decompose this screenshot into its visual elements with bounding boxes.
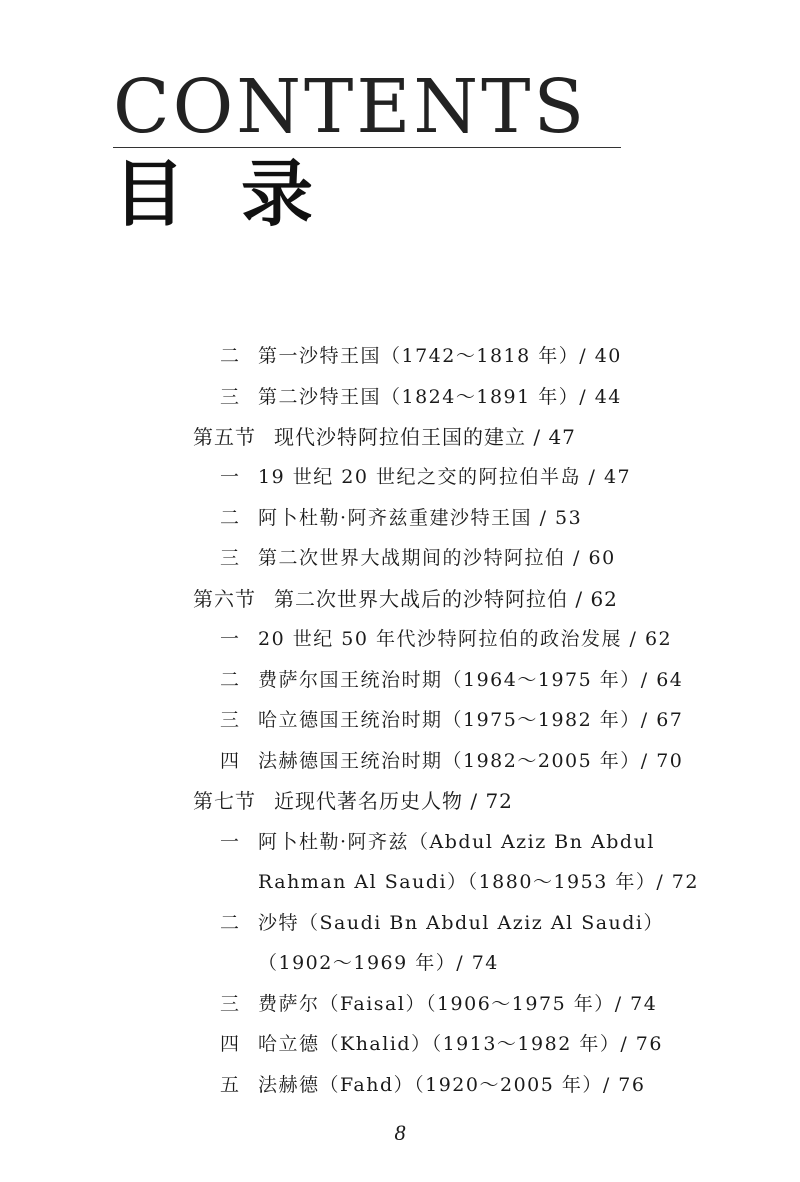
toc-entry[interactable]	[220, 627, 672, 651]
toc-entry[interactable]	[220, 506, 582, 530]
toc-entry[interactable]	[220, 1032, 663, 1056]
entry-number: 一	[220, 466, 241, 488]
entry-number: 三	[220, 993, 241, 1015]
entry-number: 三	[220, 547, 241, 569]
entry-title: 法赫德国王统治时期（1982～2005 年）/ 70	[258, 750, 684, 772]
section-number: 第六节	[193, 587, 256, 611]
entry-number: 四	[220, 1033, 241, 1055]
entry-number: 二	[220, 669, 241, 691]
entry-title: 哈立德国王统治时期（1975～1982 年）/ 67	[258, 709, 684, 731]
section-title: 第二次世界大战后的沙特阿拉伯 / 62	[274, 587, 618, 611]
toc-entry[interactable]	[220, 344, 622, 368]
entry-title: 第一沙特王国（1742～1818 年）/ 40	[258, 345, 622, 367]
toc-entry[interactable]	[220, 830, 655, 854]
entry-number: 一	[220, 831, 241, 853]
toc-entry[interactable]	[220, 749, 683, 773]
toc-entry[interactable]	[220, 546, 616, 570]
page-number: 8	[394, 1120, 406, 1145]
entry-number: 五	[220, 1074, 241, 1096]
section-number: 第五节	[193, 425, 256, 449]
entry-number: 一	[220, 628, 241, 650]
entry-continuation: （1902～1969 年）/ 74	[258, 952, 499, 974]
entry-title: 阿卜杜勒·阿齐兹（Abdul Aziz Bn Abdul	[258, 831, 655, 853]
toc-entry[interactable]	[220, 1073, 646, 1097]
entry-title: 哈立德（Khalid）（1913～1982 年）/ 76	[258, 1033, 663, 1055]
entry-number: 二	[220, 345, 241, 367]
toc-entry[interactable]	[220, 385, 622, 409]
toc-entry[interactable]	[220, 911, 664, 935]
entry-number: 四	[220, 750, 241, 772]
contents-heading: CONTENTS	[113, 64, 588, 150]
section-title: 近现代著名历史人物 / 72	[274, 789, 513, 813]
entry-number: 三	[220, 709, 241, 731]
toc-section[interactable]	[193, 587, 618, 611]
entry-title: 第二沙特王国（1824～1891 年）/ 44	[258, 386, 622, 408]
toc-entry[interactable]	[220, 668, 683, 692]
entry-title: 19 世纪 20 世纪之交的阿拉伯半岛 / 47	[258, 466, 632, 488]
entry-number: 二	[220, 507, 241, 529]
entry-title: 费萨尔（Faisal）（1906～1975 年）/ 74	[258, 993, 658, 1015]
entry-number: 二	[220, 912, 241, 934]
toc-entry[interactable]	[220, 992, 657, 1016]
toc-entry[interactable]	[220, 465, 631, 489]
entry-continuation: Rahman Al Saudi）（1880～1953 年）/ 72	[258, 871, 699, 893]
toc-section[interactable]	[193, 789, 513, 813]
toc-entry[interactable]	[220, 708, 683, 732]
section-title: 现代沙特阿拉伯王国的建立 / 47	[274, 425, 576, 449]
entry-title: 第二次世界大战期间的沙特阿拉伯 / 60	[258, 547, 616, 569]
section-number: 第七节	[193, 789, 256, 813]
entry-title: 阿卜杜勒·阿齐兹重建沙特王国 / 53	[258, 507, 583, 529]
entry-title: 20 世纪 50 年代沙特阿拉伯的政治发展 / 62	[258, 628, 673, 650]
toc-section[interactable]	[193, 425, 576, 449]
entry-title: 沙特（Saudi Bn Abdul Aziz Al Saudi）	[258, 912, 665, 934]
entry-title: 法赫德（Fahd）（1920～2005 年）/ 76	[258, 1074, 646, 1096]
entry-number: 三	[220, 386, 241, 408]
heading-divider	[113, 147, 621, 148]
contents-heading-zh: 目录	[113, 152, 370, 236]
entry-title: 费萨尔国王统治时期（1964～1975 年）/ 64	[258, 669, 684, 691]
